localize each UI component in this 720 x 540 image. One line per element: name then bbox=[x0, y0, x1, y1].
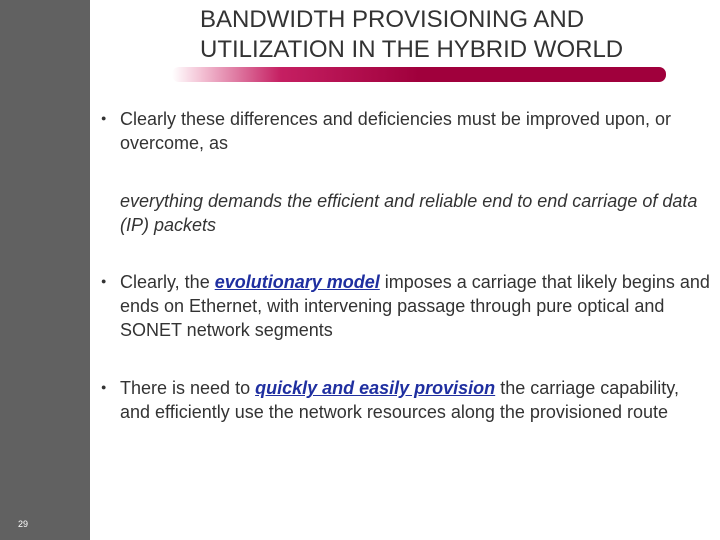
continuation-text: everything demands the efficient and reliable end to end carriage of data (IP) packets bbox=[120, 191, 698, 235]
slide-title-line-1: BANDWIDTH PROVISIONING AND bbox=[200, 6, 585, 33]
evolutionary-model-link[interactable]: evolutionary model bbox=[214, 272, 380, 292]
bullet-text-3-rest: the carriage capability, and efficiently use the network resources along the provisioned route bbox=[120, 378, 679, 422]
title-underline-bar bbox=[172, 67, 666, 82]
slide-title-line-2: UTILIZATION IN THE HYBRID WORLD bbox=[200, 36, 624, 63]
bullet-text-1: Clearly these differences and deficiencies must be improved upon, or overcome, as bbox=[120, 109, 671, 153]
slide-title bbox=[200, 5, 715, 65]
bullet-text-2-rest: imposes a carriage that likely begins and ends on Ethernet, with intervening passage through pure optical and SONET network segments bbox=[120, 272, 710, 340]
bullet-text-2 bbox=[120, 270, 710, 342]
bullet-text-3-lead: There is need to bbox=[120, 378, 256, 398]
page-number: 29 bbox=[18, 519, 29, 529]
bullet-text-2-lead: Clearly, the bbox=[120, 272, 215, 292]
bullet-icon: ● bbox=[101, 382, 107, 392]
quickly-provision-link[interactable]: quickly and easily provision bbox=[255, 378, 496, 398]
bullet-icon: ● bbox=[101, 113, 107, 123]
left-sidebar-bar bbox=[0, 0, 90, 540]
bullet-text-3 bbox=[120, 376, 710, 424]
bullet-icon: ● bbox=[101, 276, 107, 286]
